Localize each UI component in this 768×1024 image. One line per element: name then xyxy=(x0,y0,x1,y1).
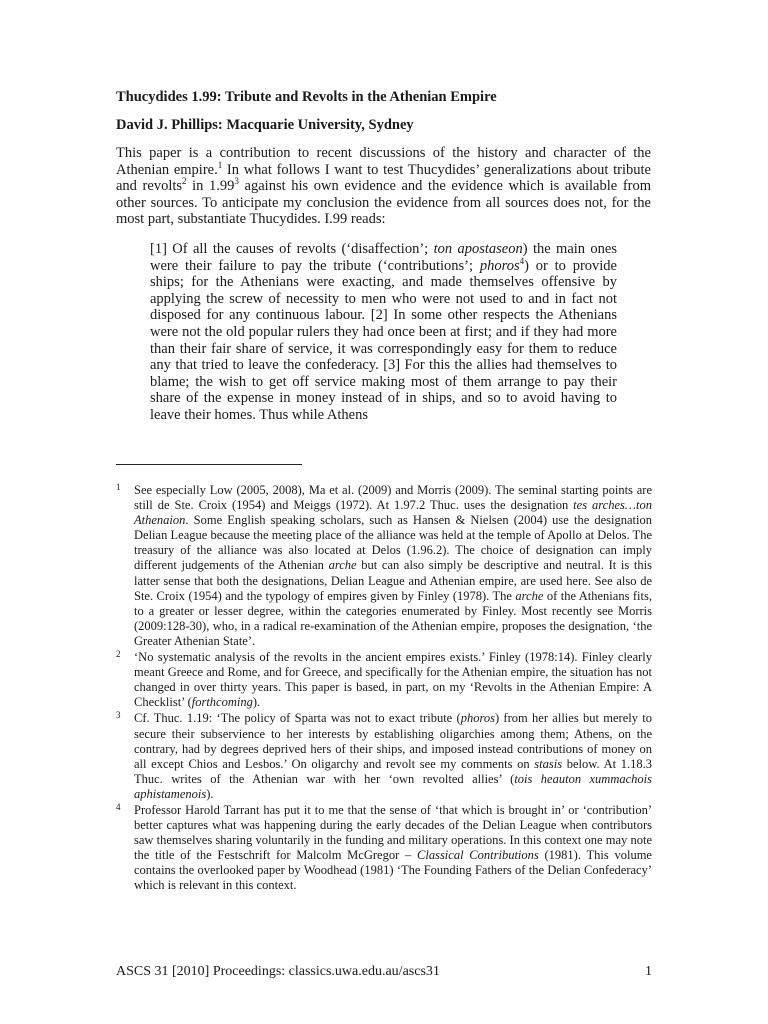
intro-text: in 1.99 xyxy=(186,178,235,195)
footer-citation: ASCS 31 [2010] Proceedings: classics.uwa.edu.au/ascs31 xyxy=(116,964,440,979)
intro-text: This paper is a contribution to recent discussions of the history and character of the Athenian empire. xyxy=(116,145,651,178)
quote-italic: ton apostaseon xyxy=(433,241,523,257)
footnote-number: 4 xyxy=(116,801,121,812)
footnote-divider xyxy=(116,464,302,465)
footnote-1 xyxy=(116,483,652,649)
footnote-2 xyxy=(116,650,652,710)
page-footer xyxy=(116,964,652,980)
footnote-ref-4[interactable]: 4 xyxy=(519,255,525,266)
footnotes xyxy=(116,483,652,895)
footnote-4 xyxy=(116,803,652,894)
quote-italic: phoros xyxy=(479,257,520,274)
quote-text: [1] Of all the causes of revolts (‘disaffection’; xyxy=(150,241,434,257)
intro-text: In what follows I want to test Thucydides’ generalizations about tribute and revolts xyxy=(116,161,651,195)
footnote-text: Professor Harold Tarrant has put it to me that the sense of ‘that which is brought in’ or ‘contribution’ better captures what was happening during the early decades of the Delian League when contributors saw themselves sharing voluntarily in the funding and military operations. In this context one may note the title of the Festschrift for Malcolm McGregor – Classical Contributions (1981). This volume contains the overlooked paper by Woodhead (1981) ‘The Founding Fathers of the Delian Confederacy’ which is relevant in this context. xyxy=(134,802,652,893)
footnote-text: Cf. Thuc. 1.19: ‘The policy of Sparta was not to exact tribute (phoros) from her allies but merely to secure their subservience to her interests by establishing oligarchies among them; Athens, on the contrary, had by degrees deprived hers of their ships, and imposed instead contributions of money on all except Chios and Lesbos.’ On oligarchy and revolt see my comments on stasis below. At 1.18.3 Thuc. writes of the Athenian war with her ‘own revolted allies’ (tois heauton xummachois aphistamenois). xyxy=(134,711,653,801)
footnote-number: 2 xyxy=(116,649,121,660)
footnote-ref-3[interactable]: 3 xyxy=(234,176,239,187)
footnote-ref-1[interactable]: 1 xyxy=(217,159,223,170)
page-number: 1 xyxy=(645,964,652,979)
block-quote xyxy=(150,241,617,424)
quote-text: ) the main ones were their failure to pay the tribute (‘contributions’; xyxy=(150,241,617,274)
quote-text: ) or to provide ships; for the Athenians were exacting, and made themselves offensive by applying the screw of necessity to men who were not used to and in fact not disposed for any continuous labour. [2] In some other respects the Athenians were not the old popular rulers they had once been at first; and if they had more than their fair share of service, it was correspondingly easy for them to reduce any that tried to leave the confederacy. [3] For this the allies had themselves to blame; the wish to get off service making most of them arrange to pay their share of the expense in money instead of in ships, and so to avoid having to leave their homes. Thus while Athens xyxy=(150,257,617,423)
document-page xyxy=(116,0,652,1024)
paper-title: Thucydides 1.99: Tribute and Revolts in the Athenian Empire xyxy=(116,89,497,105)
author-line: David J. Phillips: Macquarie University, Sydney xyxy=(116,117,414,133)
intro-paragraph xyxy=(116,145,651,228)
intro-text: against his own evidence and the evidence which is available from other sources. To anticipate my conclusion the evidence from all sources does not, for the most part, substantiate Thucydides. I.99 reads: xyxy=(116,178,652,228)
footnote-ref-2[interactable]: 2 xyxy=(182,176,187,187)
footnote-number: 1 xyxy=(116,482,121,492)
footnote-text: ‘No systematic analysis of the revolts in the ancient empires exists.’ Finley (1978:14). Finley clearly meant Greece and Rome, and for Greece, and specifically for the Athenian empire, the situation has not changed in over thirty years. This paper is based, in part, on my ‘Revolts in the Athenian Empire: A Checklist’ (forthcoming). xyxy=(134,650,652,710)
footnote-number: 3 xyxy=(116,710,121,721)
footnote-text: See especially Low (2005, 2008), Ma et al. (2009) and Morris (2009). The seminal starting points are still de Ste. Croix (1954) and Meiggs (1972). At 1.97.2 Thuc. uses the designation tes arches…ton Athenaion. Some English speaking scholars, such as Hansen & Nielsen (2004) use the designation Delian League because the meeting place of the alliance was held at the temple of Apollo at Delos. The treasury of the alliance was also located at Delos (1.96.2). The choice of designation can imply different judgements of the Athenian arche but can also simply be descriptive and neutral. It is this latter sense that both the designations, Delian League and Athenian empire, are used here. See also de Ste. Croix (1954) and the typology of empires given by Finley (1978). The arche of the Athenians fits, to a greater or lesser degree, within the categories enumerated by Finley. Most recently see Morris (2009:128-30), who, in a radical re-examination of the Athenian empire, proposes the designation, ‘the Greater Athenian State’. xyxy=(134,483,652,648)
footnote-3 xyxy=(116,711,652,802)
